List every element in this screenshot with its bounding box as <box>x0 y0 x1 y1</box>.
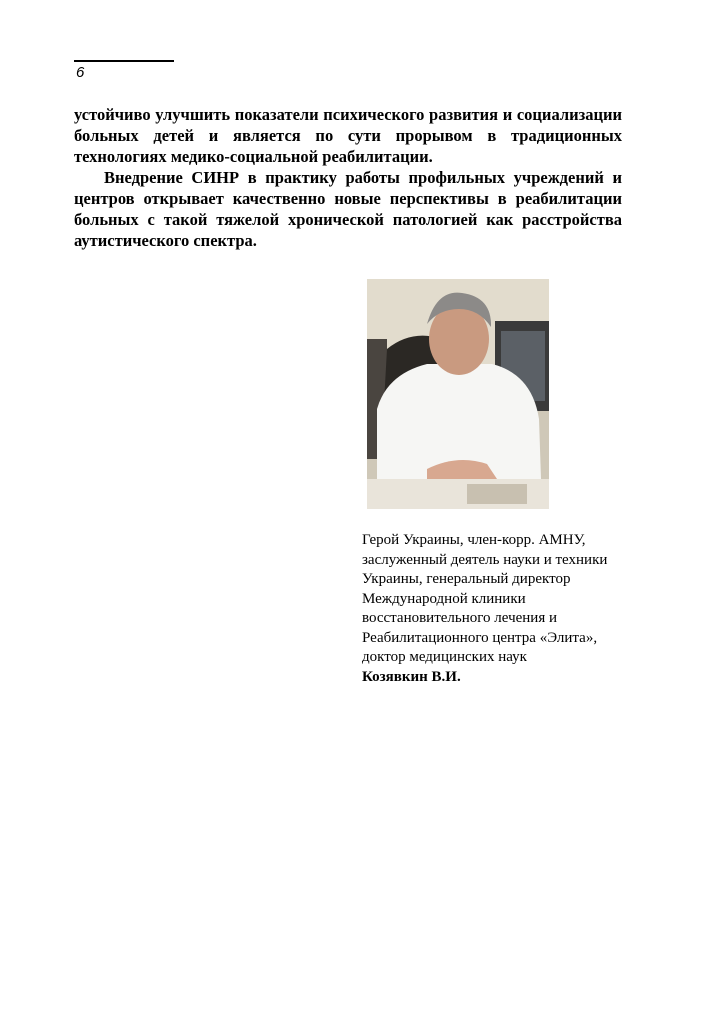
paragraph-2: Внедрение СИНР в практику работы профильных учреждений и центров открывает качественно новые перспективы в реабилитации больных с такой тяжелой хронической патологией как расстройства аутистического спектра. <box>74 168 622 250</box>
header-rule <box>74 60 174 62</box>
body-text <box>74 104 622 251</box>
caption-name: Козявкин В.И. <box>362 668 461 685</box>
caption-text: Герой Украины, член-корр. АМНУ, заслуженный деятель науки и техники Украины, генеральный директор Международной клиники восстановительного лечения и Реабилитационного центра «Элита», доктор медицинских наук <box>362 532 608 665</box>
page-number: 6 <box>76 64 85 81</box>
photo-caption <box>362 531 627 687</box>
portrait-photo <box>367 279 549 509</box>
paragraph-1: устойчиво улучшить показатели психического развития и социализации больных детей и является по сути прорывом в традиционных технологиях медико-социальной реабилитации. <box>74 105 622 166</box>
